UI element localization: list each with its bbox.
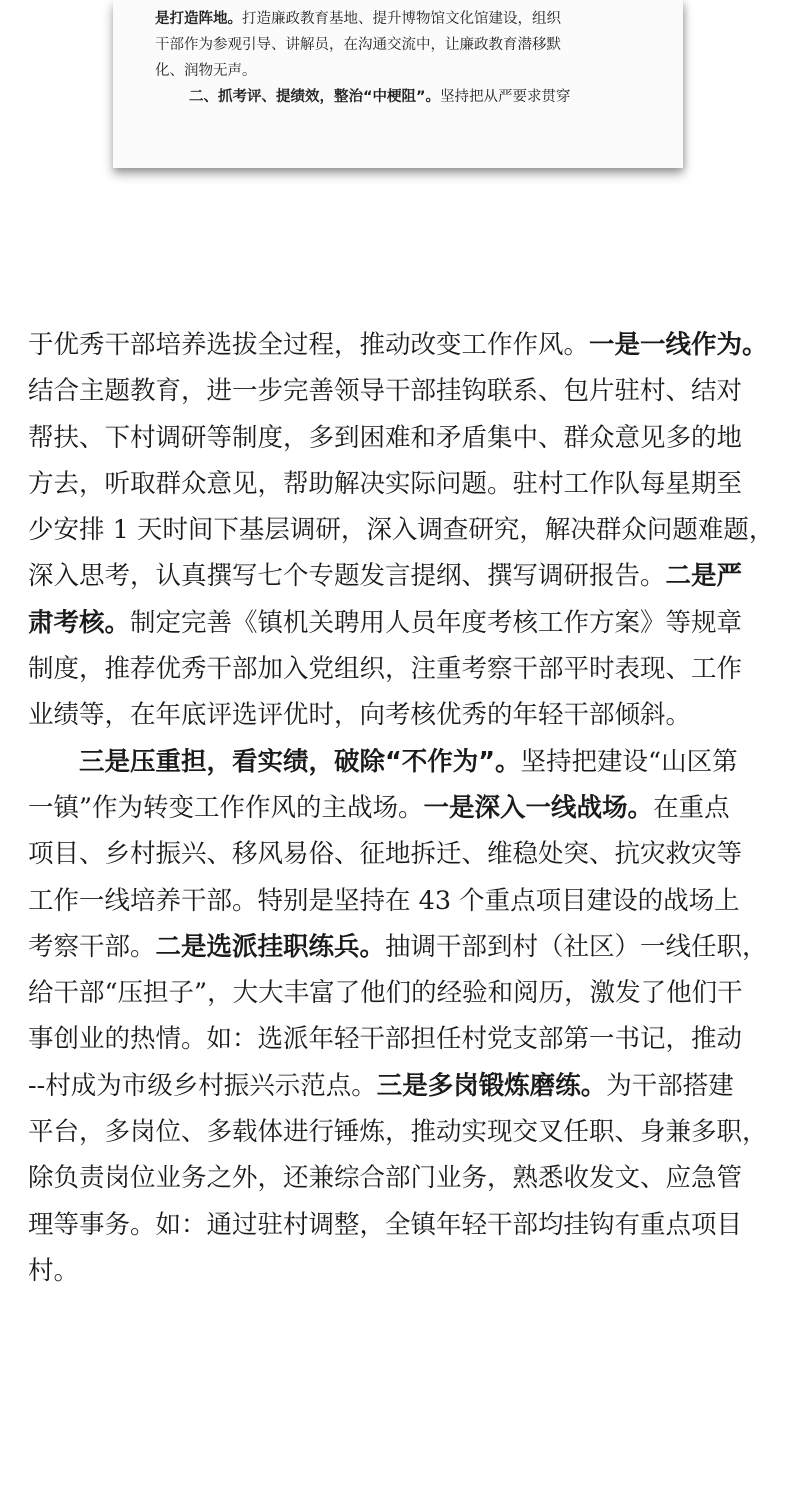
body-line: 给干部“压担子”，大大丰富了他们的经验和阅历，激发了他们干 — [28, 978, 743, 1009]
body-line: 少安排 1 天时间下基层调研，深入调查研究，解决群众问题难题， — [28, 515, 775, 546]
card-text — [155, 6, 643, 110]
body-line: 深入思考，认真撰写七个专题发言提纲、撰写调研报告。二是严 — [28, 561, 743, 592]
body-line: 一镇”作为转变工作作风的主战场。一是深入一线战场。在重点 — [28, 792, 730, 823]
body-line: 考察干部。二是选派挂职练兵。抽调干部到村（社区）一线任职， — [28, 931, 768, 962]
body-line: 结合主题教育，进一步完善领导干部挂钩联系、包片驻村、结对 — [28, 376, 743, 407]
body-line: 制度，推荐优秀干部加入党组织，注重考察干部平时表现、工作 — [28, 654, 743, 685]
body-line: 除负责岗位业务之外，还兼综合部门业务，熟悉收发文、应急管 — [28, 1163, 743, 1194]
section-heading: 三是压重担，看实绩，破除“不作为”。坚持把建设“山区第 — [79, 746, 738, 777]
card-line: 是打造阵地。打造廉政教育基地、提升博物馆文化馆建设，组织 — [155, 11, 561, 27]
body-line: 理等事务。如：通过驻村调整，全镇年轻干部均挂钩有重点项目 — [28, 1209, 743, 1240]
card-section-heading: 二、抓考评、提绩效，整治“中梗阻”。坚持把从严要求贯穿 — [189, 89, 571, 105]
body-line: 工作一线培养干部。特别是坚持在 43 个重点项目建设的战场上 — [28, 885, 740, 916]
body-line: 方去，听取群众意见，帮助解决实际问题。驻村工作队每星期至 — [28, 468, 743, 499]
body-line: 平台，多岗位、多载体进行锤炼，推动实现交叉任职、身兼多职， — [28, 1117, 768, 1148]
card-line: 化、润物无声。 — [155, 63, 257, 79]
body-line: 项目、乡村振兴、移风易俗、征地拆迁、维稳处突、抗灾救灾等 — [28, 839, 743, 870]
body-text — [28, 322, 780, 1294]
body-line: 村。 — [28, 1255, 80, 1286]
body-line: 帮扶、下村调研等制度，多到困难和矛盾集中、群众意见多的地 — [28, 422, 743, 453]
card-line: 干部作为参观引导、讲解员，在沟通交流中，让廉政教育潜移默 — [155, 37, 561, 53]
body-line: 肃考核。制定完善《镇机关聘用人员年度考核工作方案》等规章 — [28, 607, 743, 638]
previous-page-card — [113, 0, 683, 168]
body-line: --村成为市级乡村振兴示范点。三是多岗锻炼磨练。为干部搭建 — [28, 1070, 734, 1101]
body-line: 业绩等，在年底评选评优时，向考核优秀的年轻干部倾斜。 — [28, 700, 692, 731]
body-line: 事创业的热情。如：选派年轻干部担任村党支部第一书记，推动 — [28, 1024, 743, 1055]
body-line: 于优秀干部培养选拔全过程，推动改变工作作风。一是一线作为。 — [28, 330, 768, 360]
